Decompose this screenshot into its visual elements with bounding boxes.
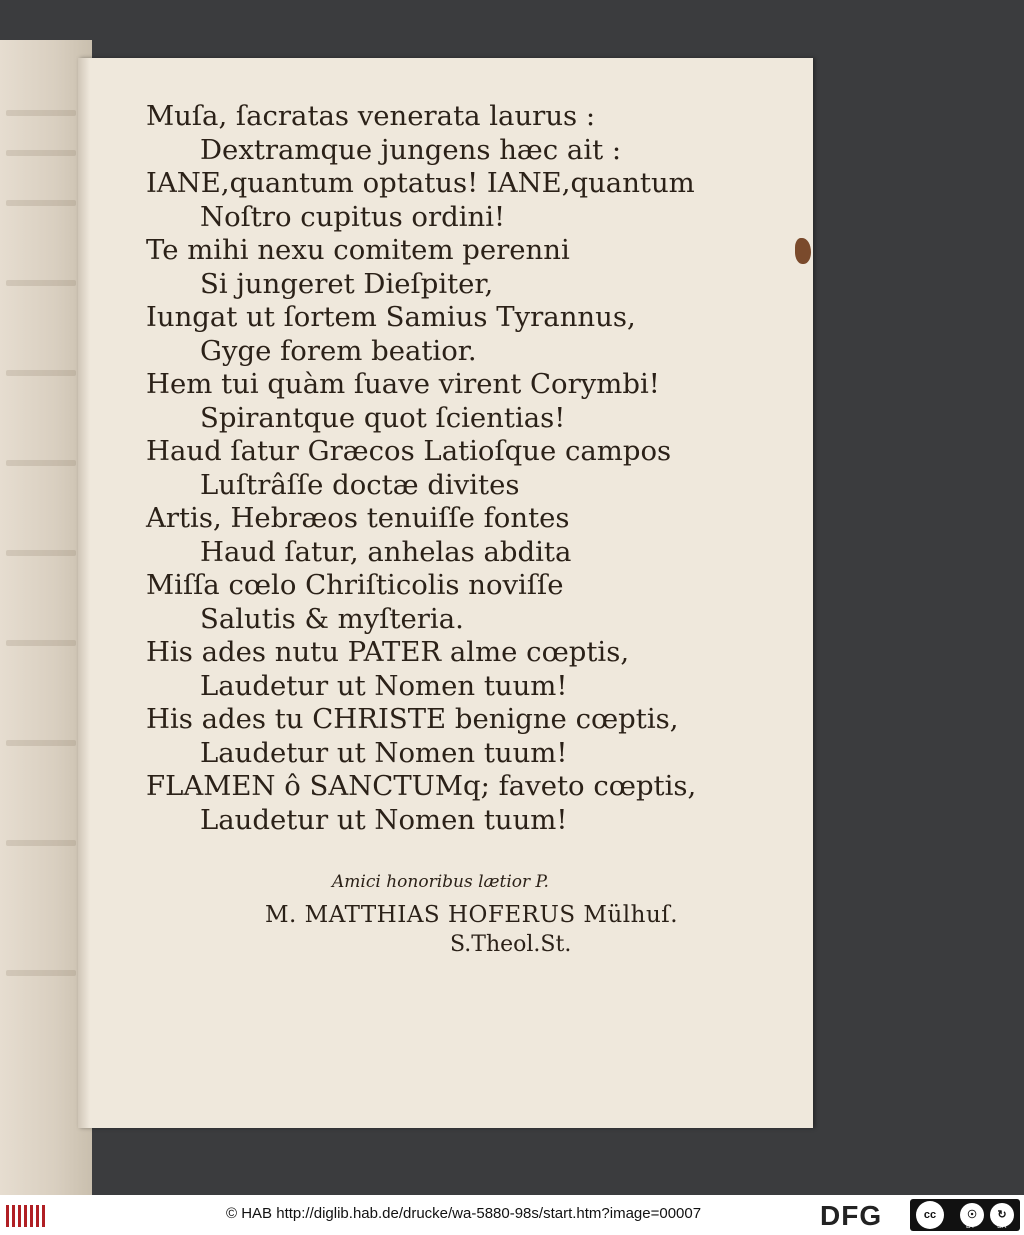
cc-icon: cc bbox=[916, 1201, 944, 1229]
cc-license-badge[interactable] bbox=[910, 1199, 1020, 1231]
poem-line: Laudetur ut Nomen tuum! bbox=[200, 669, 568, 702]
poem-line: Te mihi nexu comitem perenni bbox=[146, 234, 570, 266]
poem-line: Haud ſatur Græcos Latioſque campos bbox=[146, 435, 672, 467]
poem-line: His ades tu CHRISTE benigne cœptis, bbox=[146, 703, 679, 735]
poem-line: Laudetur ut Nomen tuum! bbox=[200, 803, 568, 836]
poem-line: Salutis & myſteria. bbox=[200, 602, 464, 635]
poem-line: Iungat ut ſortem Samius Tyrannus, bbox=[146, 301, 636, 333]
poem-line: Artis, Hebræos tenuiſſe fontes bbox=[146, 502, 570, 534]
copyright-url[interactable]: © HAB http://diglib.hab.de/drucke/wa-5880-98s/start.htm?image=00007 bbox=[226, 1205, 702, 1222]
dedication-line: Amici honoribus lætior P. bbox=[332, 872, 549, 892]
poem-line: Spirantque quot ſcientias! bbox=[200, 401, 566, 434]
poem-text bbox=[146, 100, 746, 837]
poem-line: Miſſa cœlo Chriſticolis noviſſe bbox=[146, 569, 564, 601]
poem-line: Noſtro cupitus ordini! bbox=[200, 200, 506, 233]
ghost-text bbox=[6, 740, 76, 746]
poem-line: His ades nutu PATER alme cœptis, bbox=[146, 636, 630, 668]
ghost-text bbox=[6, 550, 76, 556]
poem-line: Haud ſatur, anhelas abdita bbox=[200, 535, 572, 568]
poem-line: Dextramque jungens hæc ait : bbox=[200, 133, 622, 166]
ghost-text bbox=[6, 110, 76, 116]
ghost-text bbox=[6, 460, 76, 466]
cc-sa-label: SA bbox=[997, 1223, 1007, 1230]
ghost-text bbox=[6, 150, 76, 156]
share-alike-icon: ↻ bbox=[990, 1203, 1014, 1227]
ghost-text bbox=[6, 280, 76, 286]
poem-line: Laudetur ut Nomen tuum! bbox=[200, 736, 568, 769]
cc-by-label: BY bbox=[966, 1223, 976, 1230]
page-gutter-shadow bbox=[78, 58, 90, 1128]
poem-line: Muſa, ſacratas venerata laurus : bbox=[146, 100, 596, 132]
dfg-logo: DFG bbox=[820, 1200, 883, 1231]
attribution-icon: ☉ bbox=[960, 1203, 984, 1227]
hab-logo-icon bbox=[4, 1199, 48, 1231]
ghost-text bbox=[6, 640, 76, 646]
poem-line: Si jungeret Dieſpiter, bbox=[200, 267, 494, 300]
ghost-text bbox=[6, 840, 76, 846]
page-damage-mark bbox=[795, 238, 811, 264]
poem-line: FLAMEN ô SANCTUMq; faveto cœptis, bbox=[146, 770, 697, 802]
ghost-text bbox=[6, 370, 76, 376]
footer-bar bbox=[0, 1195, 1024, 1235]
poem-line: Hem tui quàm ſuave virent Corymbi! bbox=[146, 368, 660, 400]
poem-line: Luſtrâſſe doctæ divites bbox=[200, 468, 520, 501]
author-title: S.Theol.St. bbox=[450, 932, 572, 957]
ghost-text bbox=[6, 970, 76, 976]
poem-line: Gyge forem beatior. bbox=[200, 334, 477, 367]
poem-line: IANE,quantum optatus! IANE,quantum bbox=[146, 167, 695, 199]
author-name: M. MATTHIAS HOFERUS Mülhuſ. bbox=[265, 902, 679, 928]
ghost-text bbox=[6, 200, 76, 206]
